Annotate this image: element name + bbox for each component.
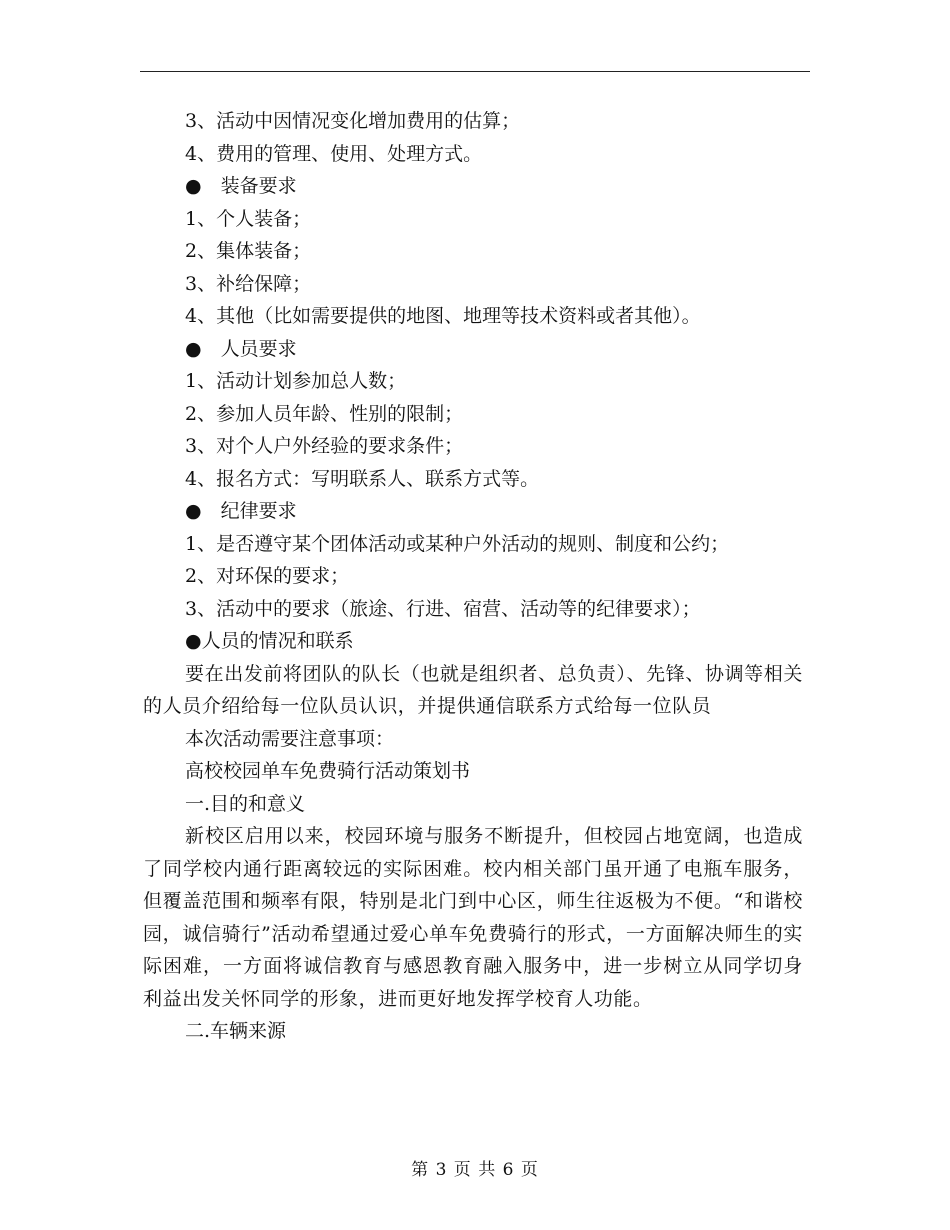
list-item-environment: 2、对环保的要求； [185, 565, 350, 587]
section-heading-contact: ●人员的情况和联系 [185, 630, 354, 652]
paragraph-contact: 要在出发前将团队的队长（也就是组织者、总负责）、先锋、协调等相关的人员介绍给每一位队员认识，并提供通信联系方式给每一位队员 [143, 662, 803, 717]
list-item-group-equipment: 2、集体装备； [185, 240, 312, 262]
list-item-cost-estimate: 3、活动中因情况变化增加费用的估算； [185, 110, 521, 132]
list-item-activity-discipline: 3、活动中的要求（旅途、行进、宿营、活动等的纪律要求）； [185, 597, 701, 620]
list-item-personal-equipment: 1、个人装备； [185, 207, 312, 230]
list-item-rules: 1、是否遵守某个团体活动或某种户外活动的规则、制度和公约； [185, 532, 730, 555]
page-number: 第 3 页 共 6 页 [411, 1160, 539, 1180]
list-item-other: 4、其他（比如需要提供的地图、地理等技术资料或者其他）。 [185, 305, 701, 327]
header-rule [140, 71, 810, 72]
list-item-age-gender: 2、参加人员年龄、性别的限制； [185, 402, 464, 425]
list-item-cost-management: 4、费用的管理、使用、处理方式。 [185, 142, 483, 165]
notice-heading: 本次活动需要注意事项： [185, 727, 395, 750]
section-heading-personnel: ● 人员要求 [185, 337, 297, 360]
document-body [143, 105, 803, 1048]
list-item-supply: 3、补给保障； [185, 272, 312, 295]
section-heading-purpose: 一.目的和意义 [185, 792, 306, 815]
list-item-experience: 3、对个人户外经验的要求条件； [185, 435, 464, 457]
section-heading-discipline: ● 纪律要求 [185, 500, 297, 522]
list-item-registration: 4、报名方式：写明联系人、联系方式等。 [185, 467, 540, 490]
section-heading-equipment: ● 装备要求 [185, 175, 297, 197]
plan-title: 高校校园单车免费骑行活动策划书 [185, 760, 471, 782]
paragraph-purpose: 新校区启用以来，校园环境与服务不断提升，但校园占地宽阔，也造成了同学校内通行距离较远的实际困难。校内相关部门虽开通了电瓶车服务，但覆盖范围和频率有限，特别是北门到中心区，师生往返极为不便。“和谐校园，诚信骑行”活动希望通过爱心单车免费骑行的形式，一方面解决师生的实际困难，一方面将诚信教育与感恩教育融入服务中，进一步树立从同学切身利益出发关怀同学的形象，进而更好地发挥学校育人功能。 [143, 825, 803, 1010]
list-item-headcount: 1、活动计划参加总人数； [185, 370, 407, 392]
section-heading-vehicle-source: 二.车辆来源 [185, 1020, 287, 1042]
